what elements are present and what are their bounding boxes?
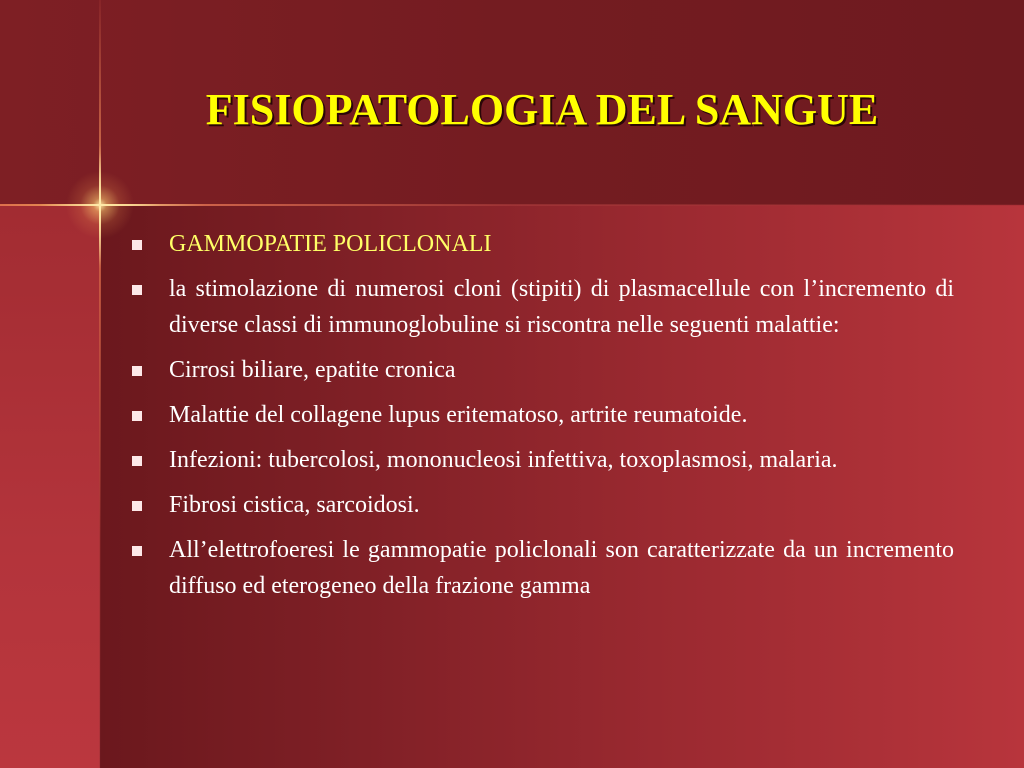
bullet-item bbox=[130, 226, 954, 262]
square-bullet-icon bbox=[132, 546, 142, 556]
square-bullet-icon bbox=[132, 285, 142, 295]
bullet-item bbox=[130, 352, 954, 388]
bullet-text: la stimolazione di numerosi cloni (stipiti) di plasmacellule con l’incremento di diverse classi di immunoglobuline si riscontra nelle seguenti malattie: bbox=[169, 276, 954, 338]
bullet-list bbox=[130, 226, 954, 613]
slide-title: FISIOPATOLOGIA DEL SANGUE bbox=[205, 85, 879, 134]
square-bullet-icon bbox=[132, 411, 142, 421]
bullet-item bbox=[130, 532, 954, 604]
square-bullet-icon bbox=[132, 456, 142, 466]
bullet-text: Cirrosi biliare, epatite cronica bbox=[169, 357, 456, 383]
bullet-text: Malattie del collagene lupus eritematoso, artrite reumatoide. bbox=[169, 402, 748, 428]
bullet-text: All’elettrofoeresi le gammopatie policlonali son caratterizzate da un incremento diffuso ed eterogeneo della frazione gamma bbox=[169, 537, 954, 599]
bullet-item bbox=[130, 442, 954, 478]
bullet-item bbox=[130, 397, 954, 433]
square-bullet-icon bbox=[132, 240, 142, 250]
square-bullet-icon bbox=[132, 366, 142, 376]
square-bullet-icon bbox=[132, 501, 142, 511]
bullet-item bbox=[130, 271, 954, 343]
bullet-text: Fibrosi cistica, sarcoidosi. bbox=[169, 492, 420, 518]
bullet-item bbox=[130, 487, 954, 523]
sparkle-vertical-ray bbox=[99, 145, 101, 265]
bullet-text: Infezioni: tubercolosi, mononucleosi infettiva, toxoplasmosi, malaria. bbox=[169, 447, 838, 473]
left-band bbox=[0, 205, 100, 768]
bullet-text: GAMMOPATIE POLICLONALI bbox=[169, 231, 492, 257]
